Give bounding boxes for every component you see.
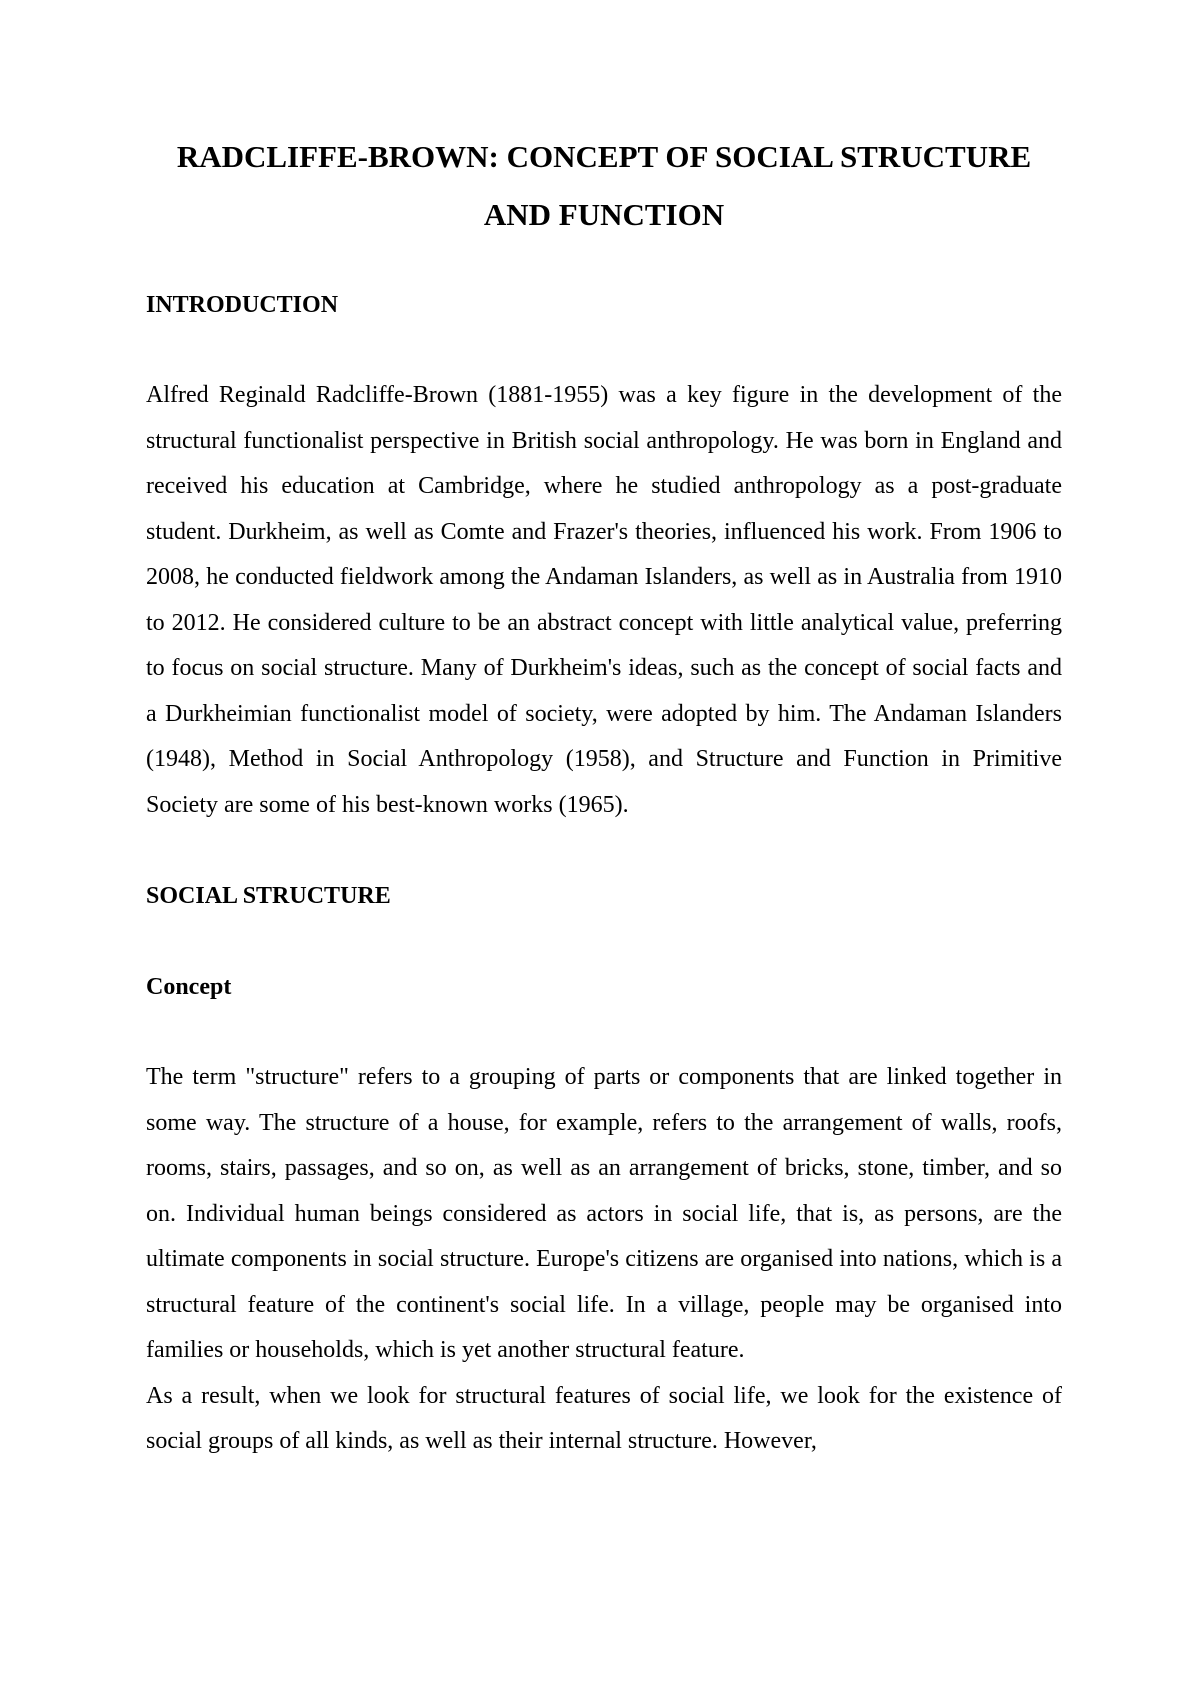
concept-paragraph-1: The term "structure" refers to a grouping of parts or components that are linked together in some way. The structure of a house, for example, refers to the arrangement of walls, roofs, rooms, stairs, passages, and so on, as well as an arrangement of bricks, stone, timber, and so on. Individual human beings considered as actors in social life, that is, as persons, are the ultimate components in social structure. Europe's citizens are organised into nations, which is a structural feature of the continent's social life. In a village, people may be organised into families or households, which is yet another structural feature. — [146, 1064, 1062, 1363]
document-page — [146, 128, 1062, 1465]
document-title — [146, 128, 1062, 244]
introduction-heading: INTRODUCTION — [146, 292, 339, 318]
concept-paragraph-2: As a result, when we look for structural features of social life, we look for the existence of social groups of all kinds, as well as their internal structure. However, — [146, 1382, 1062, 1454]
title-line-2: AND FUNCTION — [483, 197, 725, 232]
introduction-paragraph: Alfred Reginald Radcliffe-Brown (1881-1955) was a key figure in the development of the structural functionalist perspective in British social anthropology. He was born in England and received his education at Cambridge, where he studied anthropology as a post-graduate student. Durkheim, as well as Comte and Frazer's theories, influenced his work. From 1906 to 2008, he conducted fieldwork among the Andaman Islanders, as well as in Australia from 1910 to 2012. He considered culture to be an abstract concept with little analytical value, preferring to focus on social structure. Many of Durkheim's ideas, such as the concept of social facts and a Durkheimian functionalist model of society, were adopted by him. The Andaman Islanders (1948), Method in Social Anthropology (1958), and Structure and Function in Primitive Society are some of his best-known works (1965). — [146, 382, 1062, 818]
social-structure-heading: SOCIAL STRUCTURE — [146, 883, 391, 909]
concept-heading: Concept — [146, 974, 232, 1000]
title-line-1: RADCLIFFE-BROWN: CONCEPT OF SOCIAL STRUCTURE — [176, 139, 1032, 174]
